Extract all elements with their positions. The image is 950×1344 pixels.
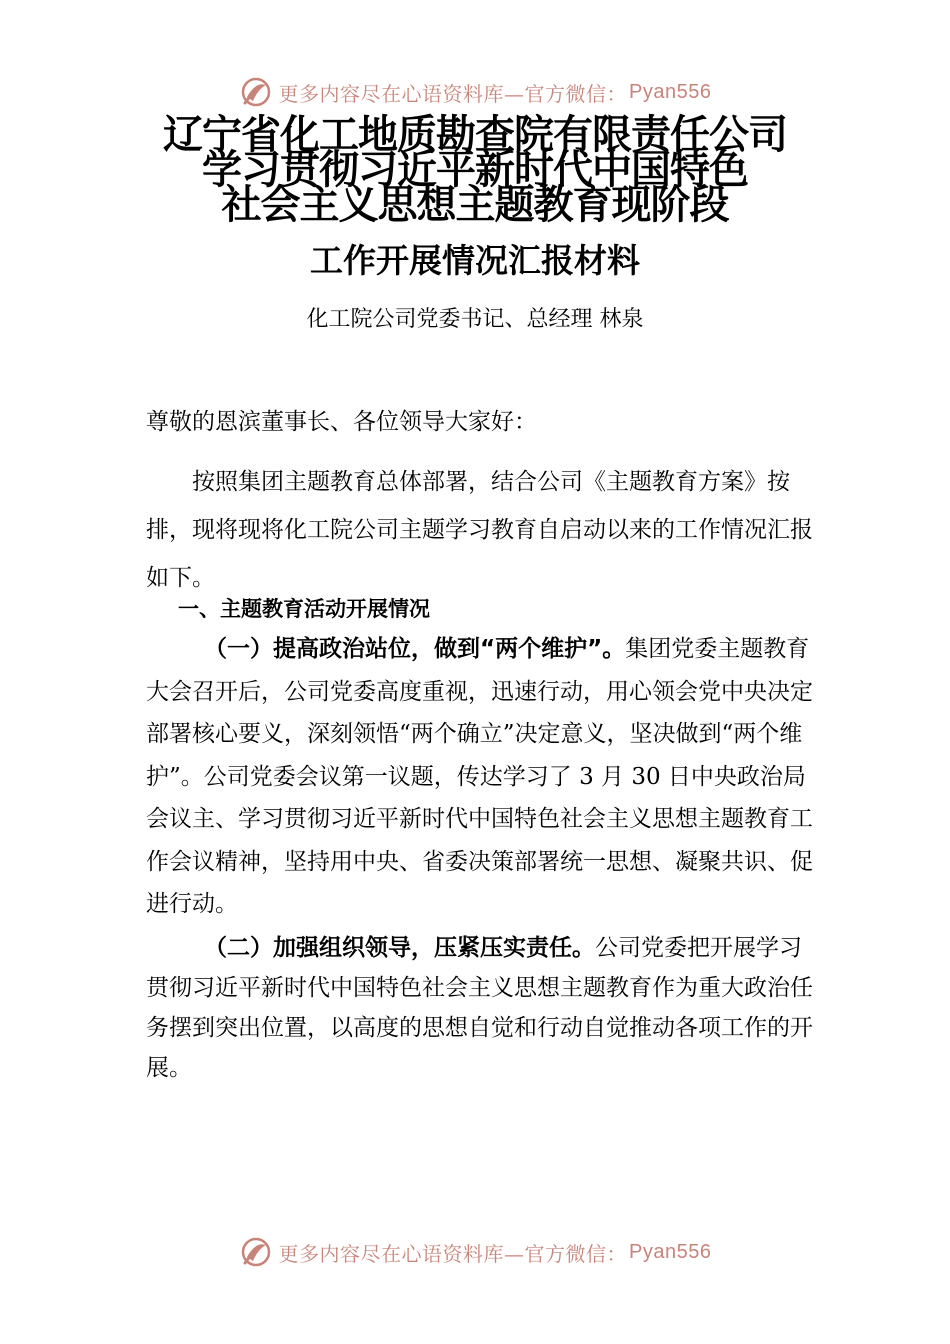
title-line-3: 社会主义思想主题教育现阶段 [221, 182, 729, 228]
title-line-1: 辽宁省化工地质勘查院有限责任公司 [163, 112, 787, 158]
title-line-4: 工作开展情况汇报材料 [310, 241, 640, 280]
watermark-footer [0, 1232, 950, 1272]
watermark-wechat-id: Pyan556 [629, 80, 712, 103]
document-title [0, 112, 950, 281]
greeting: 尊敬的恩滨董事长、各位领导大家好： [146, 409, 537, 435]
item-1-text: 集团党委主题教育大会召开后，公司党委高度重视，迅速行动，用心领会党中央决定部署核心要义，深刻领悟“两个确立”决定意义，坚决做到“两个维护”。公司党委会议第一议题，传达学习了 3 月 30 日中央政治局会议主、学习贯彻习近平新时代中国特色社会主义思想主题教育工作会议精神，坚持用中央、省委决策部署统一思想、凝聚共识、促进行动。 [146, 636, 813, 917]
watermark-header [0, 72, 950, 112]
item-1-lead: （一）提高政治站位，做到“两个维护”。 [204, 636, 626, 662]
brush-logo-icon [239, 75, 273, 109]
section-heading: 一、主题教育活动开展情况 [178, 597, 430, 621]
section-item-1 [146, 628, 816, 926]
intro-text: 按照集团主题教育总体部署，结合公司《主题教育方案》按排，现将现将化工院公司主题学习教育自启动以来的工作情况汇报如下。 [146, 469, 813, 591]
author-line: 化工院公司党委书记、总经理 林泉 [306, 307, 644, 332]
brush-logo-icon [239, 1235, 273, 1269]
intro-paragraph [146, 458, 816, 602]
watermark-wechat-id: Pyan556 [629, 1240, 712, 1263]
watermark-text: 更多内容尽在心语资料库—官方微信： [278, 81, 628, 106]
item-2-text: 公司党委把开展学习贯彻习近平新时代中国特色社会主义思想主题教育作为重大政治任务摆到突出位置，以高度的思想自觉和行动自觉推动各项工作的开展。 [146, 935, 813, 1081]
watermark-text: 更多内容尽在心语资料库—官方微信： [278, 1241, 628, 1266]
section-item-2 [146, 928, 816, 1088]
item-2-lead: （二）加强组织领导，压紧压实责任。 [204, 935, 595, 961]
title-line-2: 学习贯彻习近平新时代中国特色 [202, 147, 748, 193]
